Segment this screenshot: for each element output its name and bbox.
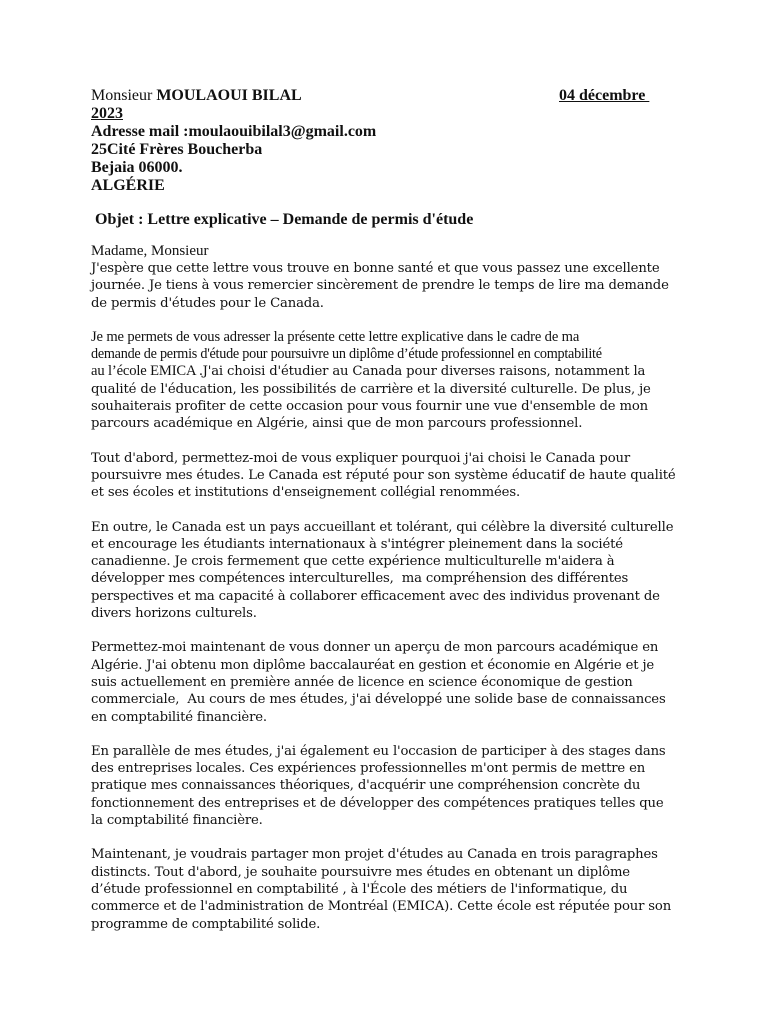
paragraph-line: Permettez-moi maintenant de vous donner un aperçu de mon parcours académique en [91, 640, 659, 656]
paragraph-line: commerciale, Au cours de mes études, j'ai développé une solide base de connaissances [91, 692, 666, 708]
paragraph-line: et ses écoles et institutions d'enseignement collégial renommées. [91, 485, 520, 501]
paragraph-line: En outre, le Canada est un pays accueillant et tolérant, qui célèbre la diversité culturelle [91, 519, 674, 535]
sender-block [91, 87, 691, 195]
letter-page [91, 87, 691, 950]
paragraph-line: Algérie. J'ai obtenu mon diplôme baccalauréat en gestion et économie en Algérie et je [91, 657, 655, 673]
paragraph-line: distincts. Tout d'abord, je souhaite poursuivre mes études en obtenant un diplôme [91, 864, 630, 880]
letter-date: 04 décembre [559, 87, 650, 104]
paragraph-line: En parallèle de mes études, j'ai également eu l'occasion de participer à des stages dans [91, 743, 666, 759]
paragraph-line: Tout d'abord, permettez-moi de vous expliquer pourquoi j'ai choisi le Canada pour [91, 450, 631, 466]
paragraph-line: Je me permets de vous adresser la présente cette lettre explicative dans le cadre de ma [91, 328, 580, 345]
letter-subject: Objet : Lettre explicative – Demande de permis d'étude [95, 211, 474, 228]
paragraph-7 [91, 846, 691, 932]
paragraph-line: développer mes compétences interculturelles, ma compréhension des différentes [91, 571, 629, 587]
paragraph-5 [91, 639, 691, 725]
paragraph-line: la comptabilité financière. [91, 813, 263, 829]
paragraph-line: de permis d'études pour le Canada. [91, 295, 324, 311]
paragraph-fragment: au l’école EMICA . [91, 363, 203, 380]
sender-name: MOULAOUI BILAL [156, 87, 302, 104]
paragraph-line: programme de comptabilité solide. [91, 916, 321, 932]
paragraph-line-mixed [91, 363, 691, 380]
paragraph-line: qualité de l'éducation, les possibilités de carrière et la diversité culturelle. De plus, je [91, 381, 651, 397]
sender-name-line [91, 87, 691, 105]
paragraph-line: divers horizons culturels. [91, 606, 257, 622]
sender-prefix: Monsieur [91, 87, 153, 104]
sender-country: ALGÉRIE [91, 177, 165, 194]
paragraph-line: poursuivre mes études. Le Canada est réputé pour son système éducatif de haute qualité [91, 467, 676, 483]
paragraph-line: souhaiterais profiter de cette occasion pour vous fournir une vue d'ensemble de mon [91, 399, 648, 415]
paragraph-6 [91, 743, 691, 829]
sender-email: Adresse mail :moulaouibilal3@gmail.com [91, 123, 377, 140]
paragraph-4 [91, 519, 691, 623]
paragraph-line: parcours académique en Algérie, ainsi que de mon parcours professionnel. [91, 416, 583, 432]
letter-greeting: Madame, Monsieur [91, 243, 209, 259]
paragraph-line: pratique mes connaissances théoriques, d'acquérir une compréhension concrète du [91, 778, 641, 794]
paragraph-line: J'espère que cette lettre vous trouve en bonne santé et que vous passez une excellente [91, 261, 660, 276]
paragraph-line: fonctionnement des entreprises et de développer des compétences pratiques telles que [91, 795, 664, 811]
paragraph-line: perspectives et ma capacité à collaborer efficacement avec des individus provenant de [91, 588, 660, 604]
sender-address-city: Bejaia 06000. [91, 159, 183, 176]
letter-date-year: 2023 [91, 105, 123, 122]
paragraph-fragment: J'ai choisi d'étudier au Canada pour diverses raisons, notamment la [202, 364, 646, 380]
paragraph-2 [91, 329, 691, 433]
paragraph-1 [91, 260, 691, 312]
paragraph-3 [91, 450, 691, 502]
paragraph-line: d’étude professionnel en comptabilité , à l'École des métiers de l'informatique, du [91, 881, 628, 897]
paragraph-line: et encourage les étudiants internationaux à s'intégrer pleinement dans la société [91, 536, 623, 552]
paragraph-line: commerce et de l'administration de Montréal (EMICA). Cette école est réputée pour son [91, 899, 672, 915]
paragraph-line: canadienne. Je crois fermement que cette expérience multiculturelle m'aidera à [91, 554, 615, 570]
paragraph-line: journée. Je tiens à vous remercier sincèrement de prendre le temps de lire ma demande [91, 278, 669, 294]
paragraph-line: des entreprises locales. Ces expériences professionnelles m'ont permis de mettre en [91, 761, 646, 777]
paragraph-line: demande de permis d'étude pour poursuivre un diplôme d’étude professionnel en comptabilité [91, 346, 602, 363]
paragraph-line: suis actuellement en première année de licence en science économique de gestion [91, 674, 633, 690]
paragraph-line: Maintenant, je voudrais partager mon projet d'études au Canada en trois paragraphes [91, 847, 658, 863]
sender-address-street: 25Cité Frères Boucherba [91, 141, 263, 158]
paragraph-line: en comptabilité financière. [91, 709, 267, 725]
